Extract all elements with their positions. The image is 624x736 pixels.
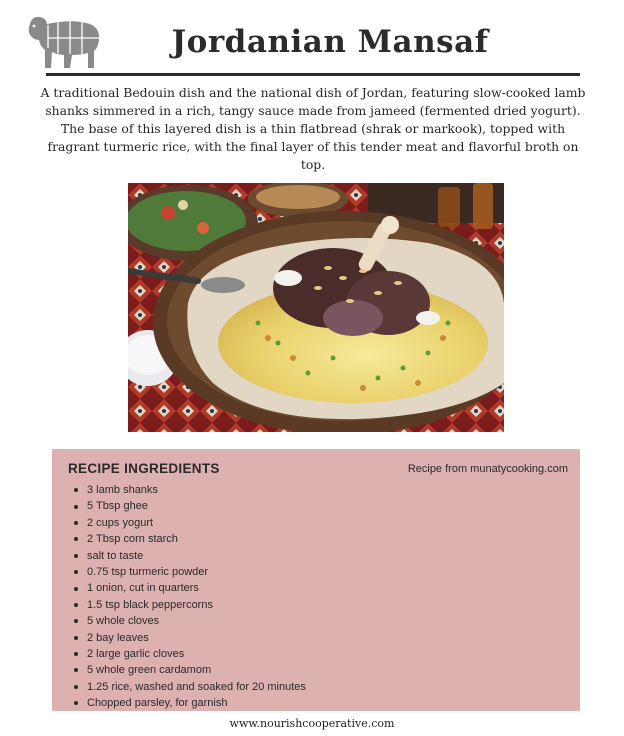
list-item (74, 531, 306, 547)
bullet-icon (74, 668, 78, 672)
bullet-icon (74, 636, 78, 640)
ingredient-text: 1.5 tsp black peppercorns (87, 598, 213, 611)
recipe-credit: Recipe from munatycooking.com (407, 463, 568, 475)
ingredient-text: 0.75 tsp turmeric powder (87, 565, 209, 578)
lamb-butcher-cuts-icon (24, 10, 104, 72)
recipe-ingredients-panel (52, 449, 580, 711)
bullet-icon (74, 570, 78, 574)
ingredient-text: 2 bay leaves (87, 631, 149, 644)
ingredient-text: Chopped parsley, for garnish (87, 697, 228, 710)
bullet-icon (74, 685, 78, 689)
list-item (74, 548, 306, 564)
list-item (74, 613, 306, 629)
ingredient-text: 2 Tbsp corn starch (87, 533, 178, 546)
list-item (74, 597, 306, 613)
bullet-icon (74, 505, 78, 509)
list-item (74, 580, 306, 596)
bullet-icon (74, 488, 78, 492)
ingredient-text: 2 large garlic cloves (87, 647, 185, 660)
ingredient-text: 5 Tbsp ghee (87, 500, 148, 513)
title-divider (46, 73, 580, 76)
ingredient-text: 5 whole cloves (87, 615, 160, 628)
bullet-icon (74, 701, 78, 705)
bullet-icon (74, 603, 78, 607)
footer-website: www.nourishcooperative.com (229, 717, 395, 730)
page-title: Jordanian Mansaf (171, 24, 489, 60)
list-item (74, 679, 306, 695)
dish-description: A traditional Bedouin dish and the national dish of Jordan, featuring slow-cooked lamb shanks simmered in a rich, tangy sauce made from jameed (fermented dried yogurt). The base of this layered dish is a thin flatbread (shrak or markook), topped with fragrant turmeric rice, with the final layer of this tender meat and flavorful broth on top. (40, 85, 586, 172)
bullet-icon (74, 521, 78, 525)
list-item (74, 662, 306, 678)
ingredients-list (74, 482, 306, 711)
bullet-icon (74, 554, 78, 558)
bullet-icon (74, 619, 78, 623)
list-item (74, 515, 306, 531)
list-item (74, 695, 306, 711)
list-item (74, 564, 306, 580)
list-item (74, 482, 306, 498)
list-item (74, 630, 306, 646)
ingredient-text: 2 cups yogurt (87, 516, 154, 529)
bullet-icon (74, 652, 78, 656)
bullet-icon (74, 587, 78, 591)
ingredient-text: 5 whole green cardamom (87, 664, 212, 677)
ingredients-heading: RECIPE INGREDIENTS (68, 461, 220, 476)
list-item (74, 498, 306, 514)
mansaf-dish-photo (128, 183, 504, 432)
list-item (74, 646, 306, 662)
bullet-icon (74, 537, 78, 541)
ingredient-text: salt to taste (87, 549, 144, 562)
ingredient-text: 1 onion, cut in quarters (87, 582, 199, 595)
ingredient-text: 1.25 rice, washed and soaked for 20 minutes (87, 680, 306, 693)
ingredient-text: 3 lamb shanks (87, 484, 158, 496)
